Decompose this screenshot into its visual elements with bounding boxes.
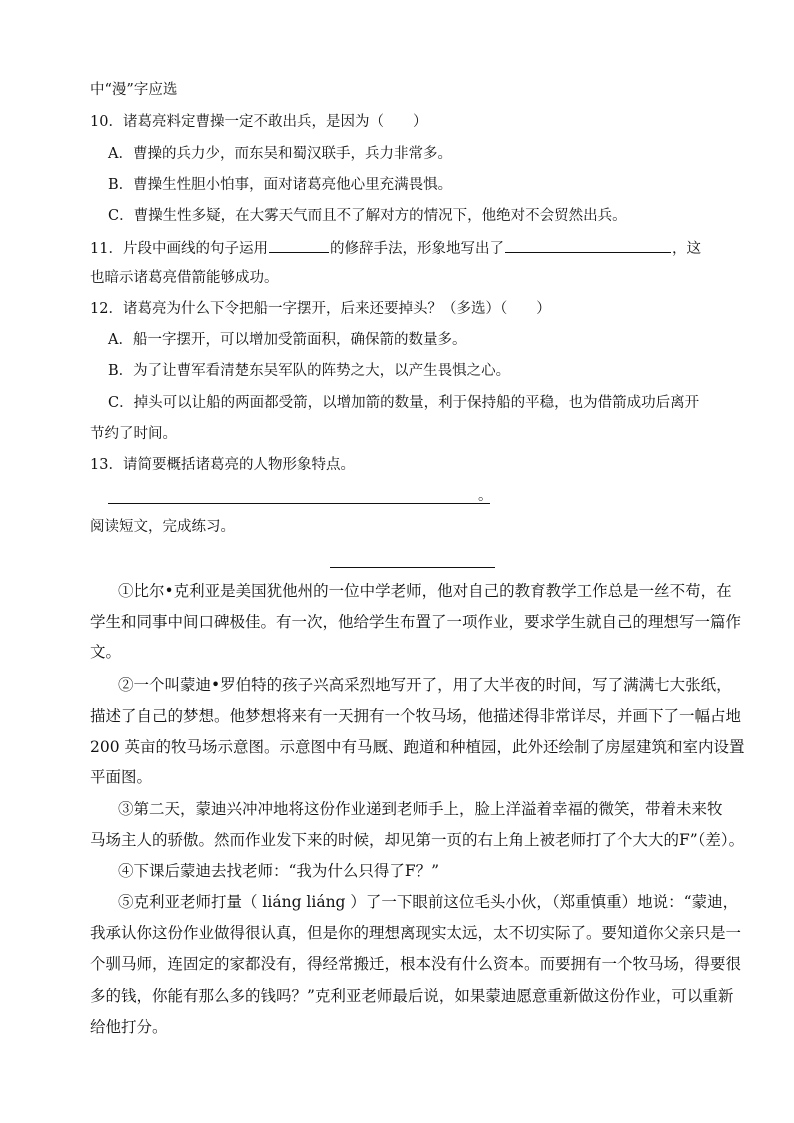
- q12-option-c-cont: 节约了时间。: [90, 426, 177, 442]
- passage-line: 平面图。: [90, 768, 153, 786]
- q12-option-b: B．为了让曹军看清楚东吴军队的阵势之大，以产生畏惧之心。: [108, 363, 511, 379]
- passage-line: ③第二天，蒙迪兴冲冲地将这份作业递到老师手上，脸上洋溢着幸福的微笑，带着未来牧: [118, 800, 723, 818]
- q13-answer-line[interactable]: [108, 502, 490, 504]
- q11-line-2: 也暗示诸葛亮借箭能够成功。: [90, 270, 279, 286]
- passage-line: 学生和同事中间口碑极佳。有一次，他给学生布置了一项作业，要求学生就自己的理想写一篇作: [90, 613, 742, 631]
- q13-end-mark: 。: [478, 488, 493, 504]
- q11-line-1: [90, 238, 710, 259]
- passage-line: ①比尔•克利亚是美国犹他州的一位中学老师，他对自己的教育教学工作总是一丝不苟，在: [118, 582, 732, 600]
- passage-line: 文。: [90, 643, 122, 661]
- q13-stem: 13．请简要概括诸葛亮的人物形象特点。: [90, 457, 355, 473]
- passage-line: ⑤克利亚老师打量（ liáng liáng ）了一下眼前这位毛头小伙，（郑重慎重）地说：“蒙迪，: [118, 893, 739, 911]
- q10-stem: 10．诸葛亮料定曹操一定不敢出兵，是因为（ ）: [90, 114, 428, 130]
- q11-part-3: ，这: [671, 241, 701, 257]
- passage-line: 描述了自己的梦想。他梦想将来有一天拥有一个牧马场，他描述得非常详尽，并画下了一幅占地: [90, 707, 742, 725]
- passage-line: 多的钱，你能有那么多的钱吗？”克利亚老师最后说，如果蒙迪愿意重新做这份作业，可以重新: [90, 987, 734, 1005]
- passage-line: 个驯马师，连固定的家都没有，得经常搬迁，根本没有什么资本。而要拥有一个牧马场，得要很: [90, 955, 742, 973]
- q10-option-b: B．曹操生性胆小怕事，面对诸葛亮他心里充满畏惧。: [108, 177, 453, 193]
- q11-part-1: 11．片段中画线的句子运用: [90, 241, 268, 257]
- q10-option-a: A．曹操的兵力少，而东吴和蜀汉联手，兵力非常多。: [108, 146, 452, 162]
- passage-title-blank: [330, 566, 495, 568]
- reading-intro: 阅读短文，完成练习。: [90, 519, 235, 535]
- passage-line: 我承认你这份作业做得很认真，但是你的理想离现实太远，太不切实际了。要知道你父亲只是一: [90, 924, 742, 942]
- q11-part-2: 的修辞手法，形象地写出了: [329, 241, 504, 257]
- q11-blank-2[interactable]: [505, 238, 671, 253]
- q11-blank-1[interactable]: [269, 238, 329, 253]
- q12-option-c: C．掉头可以让船的两面都受箭，以增加箭的数量，利于保持船的平稳，也为借箭成功后离开: [108, 395, 700, 411]
- passage-line: ②一个叫蒙迪•罗伯特的孩子兴高采烈地写开了，用了大半夜的时间，写了满满七大张纸，: [118, 676, 732, 694]
- passage-line: ④下课后蒙迪去找老师：“我为什么只得了F？”: [118, 862, 440, 880]
- q12-option-a: A．船一字摆开，可以增加受箭面积，确保箭的数量多。: [108, 332, 467, 348]
- passage-line: 给他打分。: [90, 1018, 168, 1036]
- q9-tail-text: 中“漫”字应选: [90, 82, 178, 98]
- q12-stem: 12．诸葛亮为什么下令把船一字摆开，后来还要掉头？（多选）（ ）: [90, 301, 551, 317]
- passage-line: 马场主人的骄傲。然而作业发下来的时候，却见第一页的右上角上被老师打了个大大的F”（差）。: [90, 831, 745, 849]
- q10-option-c: C．曹操生性多疑，在大雾天气而且不了解对方的情况下，他绝对不会贸然出兵。: [108, 208, 627, 224]
- passage-line: 200 英亩的牧马场示意图。示意图中有马厩、跑道和种植园，此外还绘制了房屋建筑和室内设置: [90, 738, 745, 756]
